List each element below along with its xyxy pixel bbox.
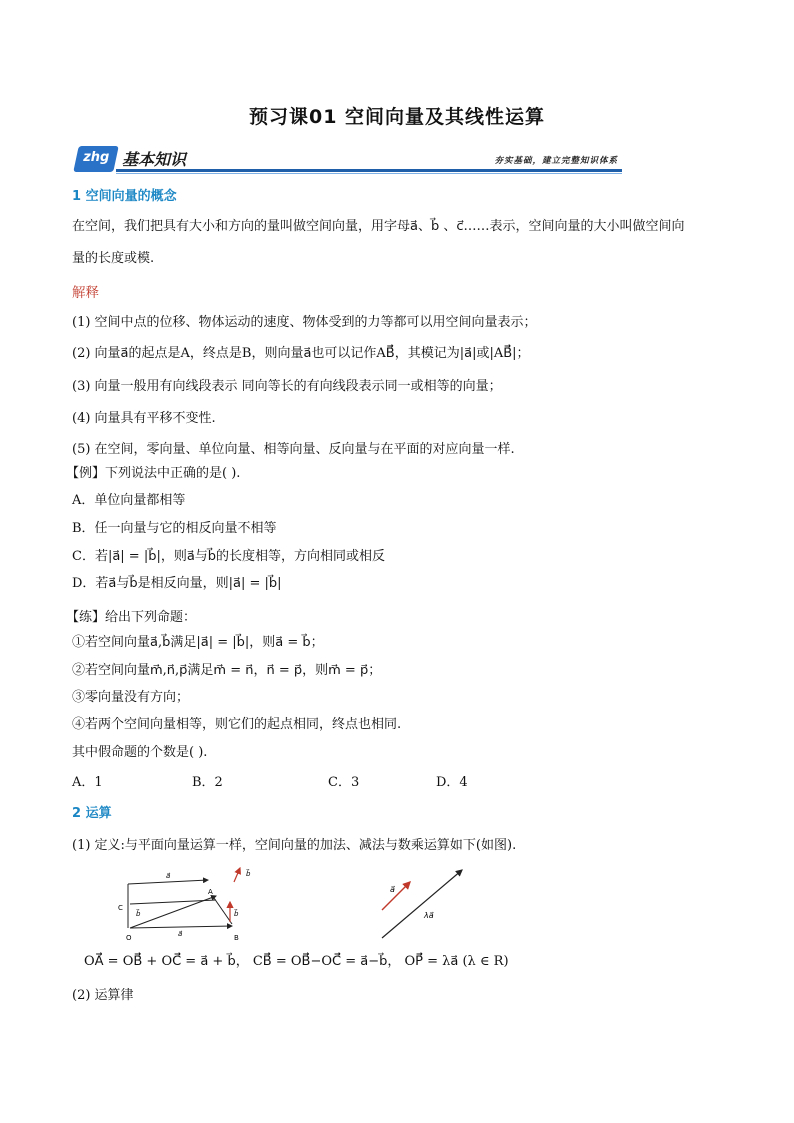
label-b-side: b⃗ xyxy=(234,910,239,918)
label-b-left: b⃗ xyxy=(136,910,141,918)
banner-rule xyxy=(116,169,622,172)
operations-formula: OA⃗⃗⃗⃗⃗ = OB⃗⃗⃗⃗⃗ + OC⃗⃗⃗⃗⃗ = a⃗ + b⃗， CB⃗⃗⃗⃗⃗ = OB⃗⃗⃗⃗⃗−OC⃗⃗⃗⃗⃗ = a⃗−b⃗， OP⃗⃗⃗⃗⃗ = λa⃗ (λ ∈ R) xyxy=(84,954,509,969)
segment-ab xyxy=(214,898,232,924)
vector-a-bottom xyxy=(130,926,232,928)
example-option: A．单位向量都相等 xyxy=(72,493,186,508)
zhg-logo xyxy=(73,146,119,172)
banner-subtitle: 夯实基础，建立完整知识体系 xyxy=(494,156,618,166)
explain-item: (4) 向量具有平移不变性. xyxy=(72,411,216,426)
practice-choice: D．4 xyxy=(436,775,468,790)
practice-item: ③零向量没有方向； xyxy=(72,690,190,705)
practice-choice: A．1 xyxy=(72,775,103,790)
explain-item: (1) 空间中点的位移、物体运动的速度、物体受到的力等都可以用空间向量表示； xyxy=(72,315,537,330)
label-a-top: a⃗ xyxy=(166,872,171,880)
example-option: B．任一向量与它的相反向量不相等 xyxy=(72,521,277,536)
explain-item: (5) 在空间，零向量、单位向量、相等向量、反向量与在平面的对应向量一样. xyxy=(72,442,515,457)
practice-item: ①若空间向量a⃗,b⃗满足|a⃗| = |b⃗|，则a⃗ = b⃗； xyxy=(72,635,324,650)
scalar-multiplication-figure xyxy=(372,860,482,944)
explain-item: (2) 向量a⃗的起点是A，终点是B，则向量a⃗也可以记作AB⃗⃗⃗⃗⃗，其模记为|a⃗|或|AB⃗⃗⃗⃗⃗|； xyxy=(72,346,530,361)
explain-heading: 解释 xyxy=(72,285,99,301)
label-point-a: A xyxy=(208,888,213,896)
label-a: a⃗ xyxy=(390,885,395,894)
definition-line-1: 在空间，我们把具有大小和方向的量叫做空间向量，用字母a⃗、b⃗ 、c⃗……表示，空间向量的大小叫做空间向 xyxy=(72,219,685,234)
laws-heading: (2) 运算律 xyxy=(72,988,134,1003)
label-point-b: B xyxy=(234,934,239,942)
practice-question: 其中假命题的个数是( ). xyxy=(72,745,208,760)
practice-item: ②若空间向量m⃗,n⃗,p⃗满足m⃗ = n⃗，n⃗ = p⃗，则m⃗ = p⃗； xyxy=(72,663,382,678)
vector-lambda-a xyxy=(382,870,462,938)
segment-cb xyxy=(130,900,216,904)
banner-title: 基本知识 xyxy=(122,150,187,169)
vector-parallelogram-figure xyxy=(108,864,268,946)
practice-choice: C．3 xyxy=(328,775,360,790)
practice-choice: B．2 xyxy=(192,775,223,790)
logo-text: zhg xyxy=(83,150,110,165)
practice-label: 【练】给出下列命题： xyxy=(66,610,197,625)
label-b-right: b⃗ xyxy=(246,870,251,878)
page-title: 预习课01 空间向量及其线性运算 xyxy=(248,106,546,128)
vector-a-top xyxy=(128,880,208,884)
section-heading-concept: 1 空间向量的概念 xyxy=(72,189,177,204)
operations-definition: (1) 定义:与平面向量运算一样，空间向量的加法、减法与数乘运算如下(如图). xyxy=(72,838,517,853)
definition-line-2: 量的长度或模. xyxy=(72,251,155,266)
example-option: C．若|a⃗| = |b⃗|，则a⃗与b⃗的长度相等，方向相同或相反 xyxy=(72,549,386,564)
practice-item: ④若两个空间向量相等，则它们的起点相同，终点也相同. xyxy=(72,717,402,732)
label-point-o: O xyxy=(126,934,132,942)
section-heading-operations: 2 运算 xyxy=(72,806,112,821)
label-a-bottom: a⃗ xyxy=(178,930,183,938)
explain-item: (3) 向量一般用有向线段表示 同向等长的有向线段表示同一或相等的向量； xyxy=(72,379,502,394)
label-point-c: C xyxy=(118,904,123,912)
section-banner xyxy=(76,146,622,174)
vector-a-red xyxy=(382,882,410,910)
vector-b-red xyxy=(234,868,240,882)
example-label: 【例】下列说法中正确的是( ). xyxy=(66,466,241,481)
example-option: D．若a⃗与b⃗是相反向量，则|a⃗| = |b⃗| xyxy=(72,576,282,591)
banner-rule-thin xyxy=(116,173,622,174)
label-lambda-a: λa⃗ xyxy=(424,911,434,920)
